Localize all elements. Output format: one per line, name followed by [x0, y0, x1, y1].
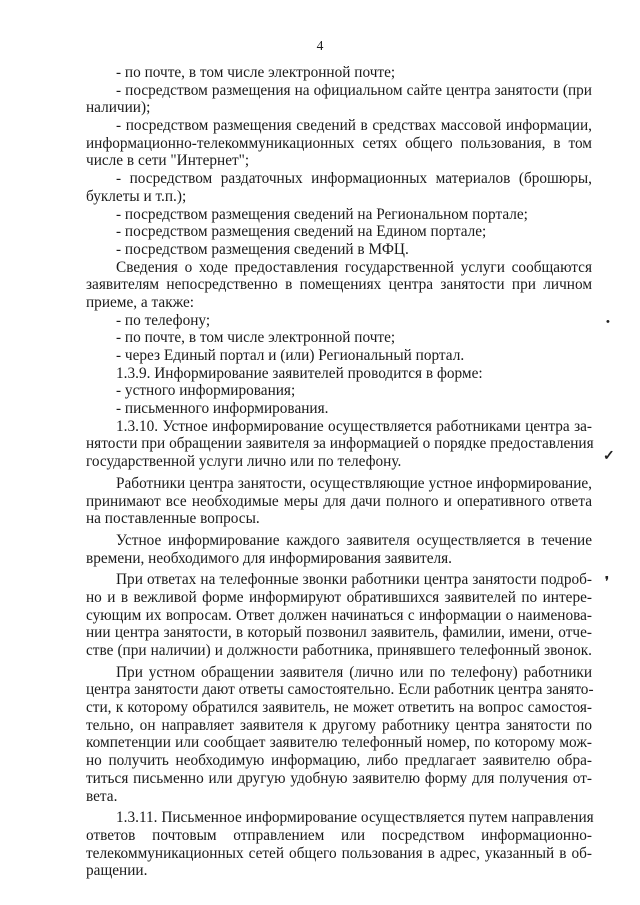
text-line: нятости при обращении заявителя за информацией о порядке предоставления	[86, 435, 594, 453]
text-line: тельно, он направляет заявителя к другому работнику центра занятости по	[86, 716, 592, 734]
text-line: числе в сети "Интернет";	[86, 152, 250, 170]
text-line: принимают все необходимые меры для дачи полного и оперативного ответа	[86, 492, 592, 510]
text-line: - письменного информирования.	[116, 400, 329, 418]
text-line: - по телефону;	[116, 311, 211, 329]
text-line: 1.3.9. Информирование заявителей проводится в форме:	[116, 364, 483, 382]
text-line: центра занятости дают ответы самостоятельно. Если работник центра занято-	[86, 681, 594, 699]
text-line: ращении.	[86, 862, 148, 880]
text-line: информационно-телекоммуникационных сетях общего пользования, в том	[86, 134, 592, 152]
text-line: компетенции или сообщает заявителю телефонный номер, по которому мож-	[86, 734, 592, 752]
text-line: - посредством размещения сведений в средствах массовой информации,	[116, 117, 592, 135]
text-line: - посредством раздаточных информационных материалов (брошюры,	[116, 170, 592, 188]
text-line: заявителям непосредственно в помещениях центра занятости при личном	[86, 276, 592, 294]
scan-speck: •	[606, 316, 610, 328]
text-line: Сведения о ходе предоставления государственной услуги сообщаются	[116, 258, 592, 276]
text-line: вета.	[86, 787, 118, 805]
text-line: времени, необходимого для информирования заявителя.	[86, 549, 452, 567]
text-line: титься письменно или другую удобную заявителю форму для получения от-	[86, 769, 592, 787]
text-line: 1.3.11. Письменное информирование осуществляется путем направления	[116, 809, 594, 827]
text-line: - посредством размещения сведений в МФЦ.	[116, 240, 409, 258]
text-line: буклеты и т.п.);	[86, 187, 187, 205]
text-line: государственной услуги лично или по телефону.	[86, 453, 402, 471]
text-line: - через Единый портал и (или) Региональный портал.	[116, 347, 465, 364]
text-line: - посредством размещения на официальном сайте центра занятости (при	[116, 81, 592, 99]
text-line: 1.3.10. Устное информирование осуществляется работниками центра за-	[116, 417, 592, 435]
text-line: Устное информирование каждого заявителя осуществляется в течение	[116, 531, 592, 549]
text-line: нии центра занятости, в который позвонил заявитель, фамилии, имени, отче-	[86, 624, 592, 642]
text-line: приеме, а также:	[86, 293, 195, 311]
text-line: - устного информирования;	[116, 382, 296, 400]
scan-speck: ❜	[605, 574, 609, 588]
text-line: сующим их вопросам. Ответ должен начинаться с информации о наименова-	[86, 606, 592, 624]
text-line: но и в вежливой форме информируют обратившихся заявителей по интере-	[86, 588, 592, 606]
text-line: При устном обращении заявителя (лично или по телефону) работники	[116, 663, 592, 681]
text-line: но получить необходимую информацию, либо предлагает заявителю обра-	[86, 752, 592, 770]
text-line: на поставленные вопросы.	[86, 510, 260, 528]
page-number: 4	[316, 38, 324, 53]
text-line: ответов почтовым отправлением или посредством информационно-	[86, 826, 592, 844]
text-line: - посредством размещения сведений на Едином портале;	[116, 223, 487, 241]
document-body	[86, 64, 592, 880]
text-line: стве (при наличии) и должности работника, принявшего телефонный звонок.	[86, 642, 592, 659]
text-line: наличии);	[86, 99, 151, 117]
text-line: - по почте, в том числе электронной почте;	[116, 64, 396, 81]
text-line: сти, к которому обратился заявитель, не может ответить на вопрос самостоя-	[86, 699, 592, 717]
text-line: - посредством размещения сведений на Региональном портале;	[116, 205, 528, 223]
text-line: телекоммуникационных сетей общего пользования в адрес, указанный в об-	[86, 844, 592, 862]
text-line: Работники центра занятости, осуществляющие устное информирование,	[116, 474, 592, 492]
text-line: При ответах на телефонные звонки работники центра занятости подроб-	[116, 571, 592, 589]
scan-speck: ✓	[603, 449, 615, 464]
text-line: - по почте, в том числе электронной почте;	[116, 329, 396, 347]
